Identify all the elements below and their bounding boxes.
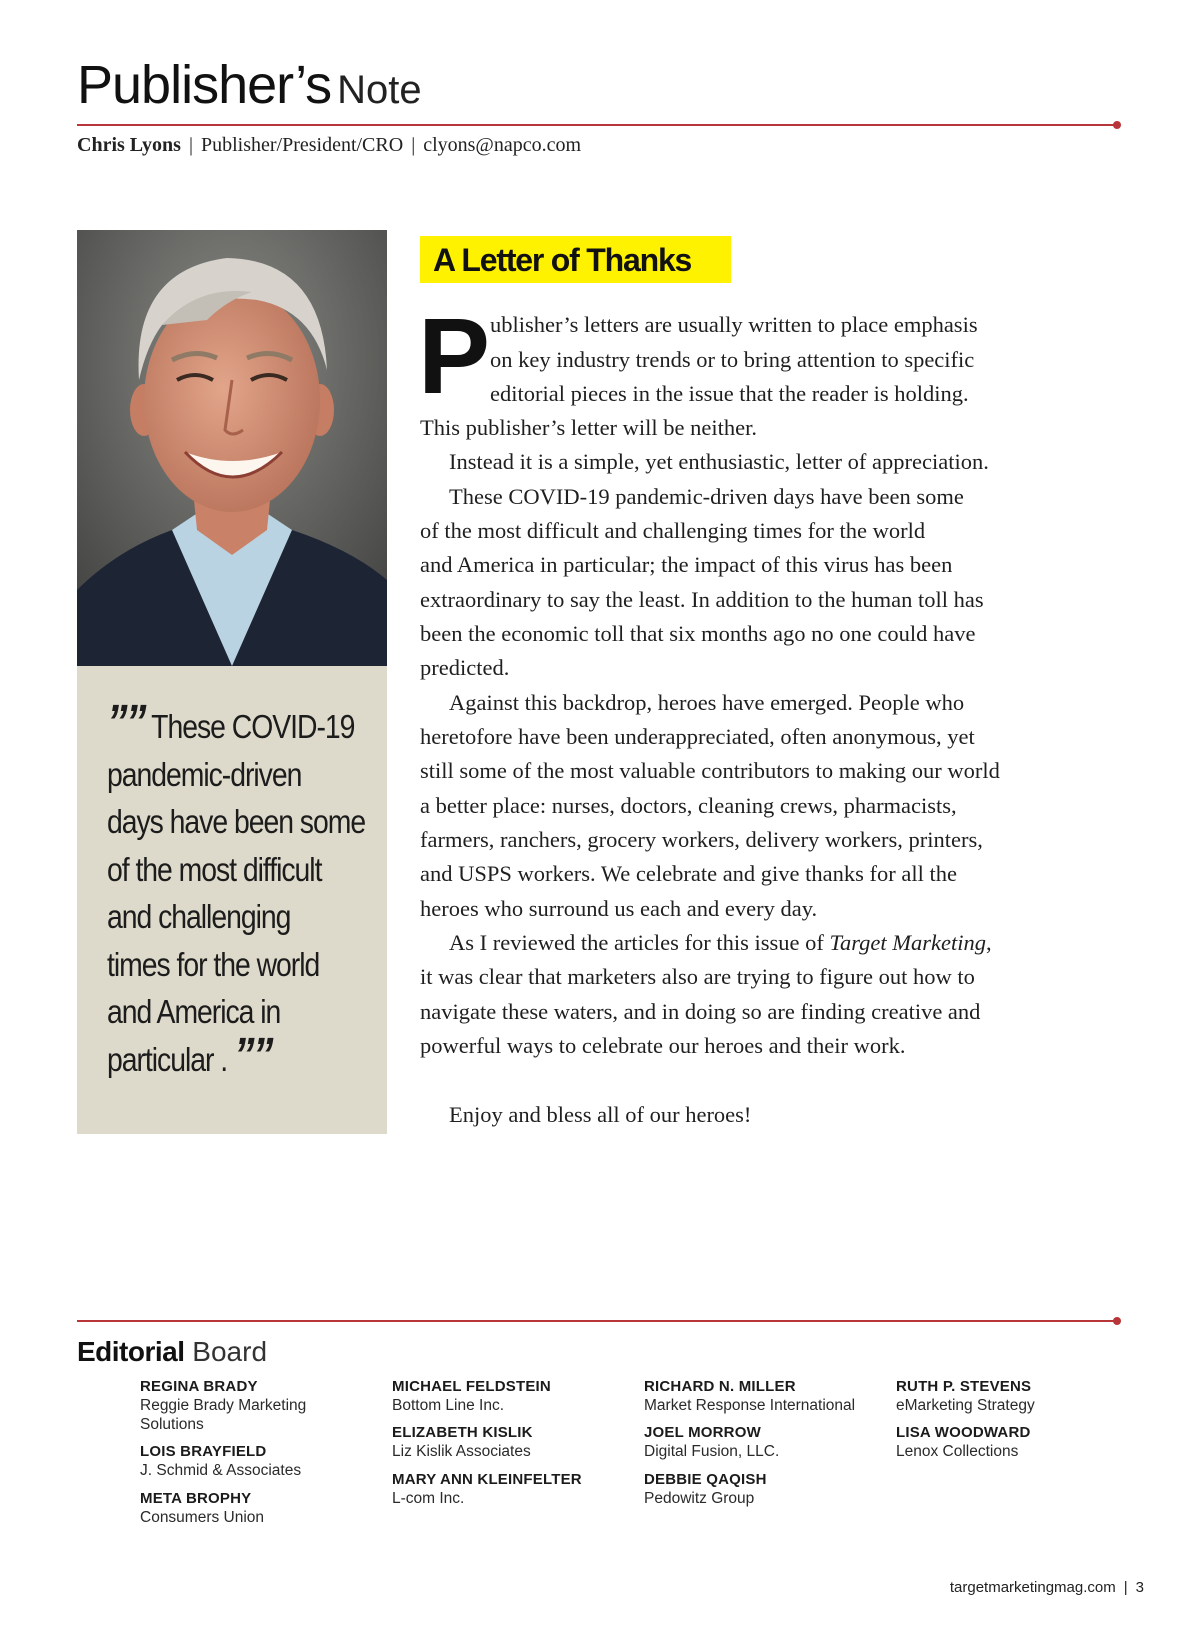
page-number: 3 [1135,1579,1144,1596]
page-title [77,55,422,115]
board-member: RICHARD N. MILLER Market Response International [644,1378,856,1414]
body-line: As I reviewed the articles for this issue of Target Marketing, [449,930,992,955]
body-line: heretofore have been underappreciated, often anonymous, yet [420,724,975,749]
body-line: These COVID-19 pandemic-driven days have been some [449,484,964,509]
author-role: Publisher/President/CRO [200,134,404,156]
page-title-light: Note [337,68,422,112]
author-photo [77,230,387,666]
body-line: This publisher’s letter will be neither. [420,415,758,440]
board-member: LISA WOODWARD Lenox Collections [896,1424,1031,1460]
board-member: ELIZABETH KISLIK Liz Kislik Associates [392,1424,533,1460]
board-rule [77,1320,1117,1322]
body-line: predicted. [420,655,510,680]
page-footer: targetmarketingmag.com | 3 [949,1579,1144,1596]
footer-site-link[interactable]: targetmarketingmag.com [949,1579,1116,1596]
article-headline: A Letter of Thanks [433,242,692,278]
body-line: powerful ways to celebrate our heroes and their work. [420,1033,906,1058]
board-member: JOEL MORROW Digital Fusion, LLC. [644,1424,780,1460]
body-line: a better place: nurses, doctors, cleaning crews, pharmacists, [420,793,957,818]
board-member: RUTH P. STEVENS eMarketing Strategy [896,1378,1035,1414]
close-quote-mark: ”” [233,1028,272,1082]
board-title: Editorial Board [77,1336,268,1367]
body-line: been the economic toll that six months ago no one could have [420,621,976,646]
body-line: still some of the most valuable contributors to making our world [420,758,1000,783]
body-line: ublisher’s letters are usually written to place emphasis [490,312,978,337]
body-line: Instead it is a simple, yet enthusiastic, letter of appreciation. [449,449,989,474]
board-member: MICHAEL FELDSTEIN Bottom Line Inc. [392,1378,551,1414]
pull-quote: ”” These COVID-19 pandemic-driven days have been some of the most difficult and challenging times for the world and America in particular . ”” [107,696,366,1082]
board-member: MARY ANN KLEINFELTER L-com Inc. [392,1471,582,1507]
body-line: farmers, ranchers, grocery workers, delivery workers, printers, [420,827,983,852]
header-rule [77,124,1117,126]
byline: Chris Lyons | Publisher/President/CRO | clyons@napco.com [77,134,582,156]
body-line: navigate these waters, and in doing so are finding creative and [420,999,981,1024]
author-email[interactable]: clyons@napco.com [423,134,582,156]
body-line: editorial pieces in the issue that the reader is holding. [490,381,969,406]
body-line: Against this backdrop, heroes have emerged. People who [449,690,965,715]
body-line: Enjoy and bless all of our heroes! [449,1102,752,1127]
drop-cap: P [418,295,491,416]
publication-name: Target Marketing [829,930,986,955]
author-name: Chris Lyons [77,134,181,156]
body-line: and USPS workers. We celebrate and give thanks for all the [420,861,958,886]
body-line: on key industry trends or to bring attention to specific [490,347,975,372]
header-rule-dot [1113,121,1121,129]
page-title-bold: Publisher’s [77,55,332,115]
board-member: LOIS BRAYFIELD J. Schmid & Associates [140,1443,302,1479]
body-line: of the most difficult and challenging times for the world [420,518,926,543]
board-rule-dot [1113,1317,1121,1325]
body-line: extraordinary to say the least. In addition to the human toll has [420,587,984,612]
board-member: DEBBIE QAQISH Pedowitz Group [644,1471,767,1507]
body-line: it was clear that marketers also are trying to figure out how to [420,964,975,989]
board-member: META BROPHY Consumers Union [140,1490,265,1526]
body-line: heroes who surround us each and every day. [420,896,818,921]
board-member: REGINA BRADY Reggie Brady Marketing Solutions [140,1378,307,1433]
body-line: and America in particular; the impact of this virus has been [420,552,953,577]
open-quote-mark: ”” [107,696,145,749]
